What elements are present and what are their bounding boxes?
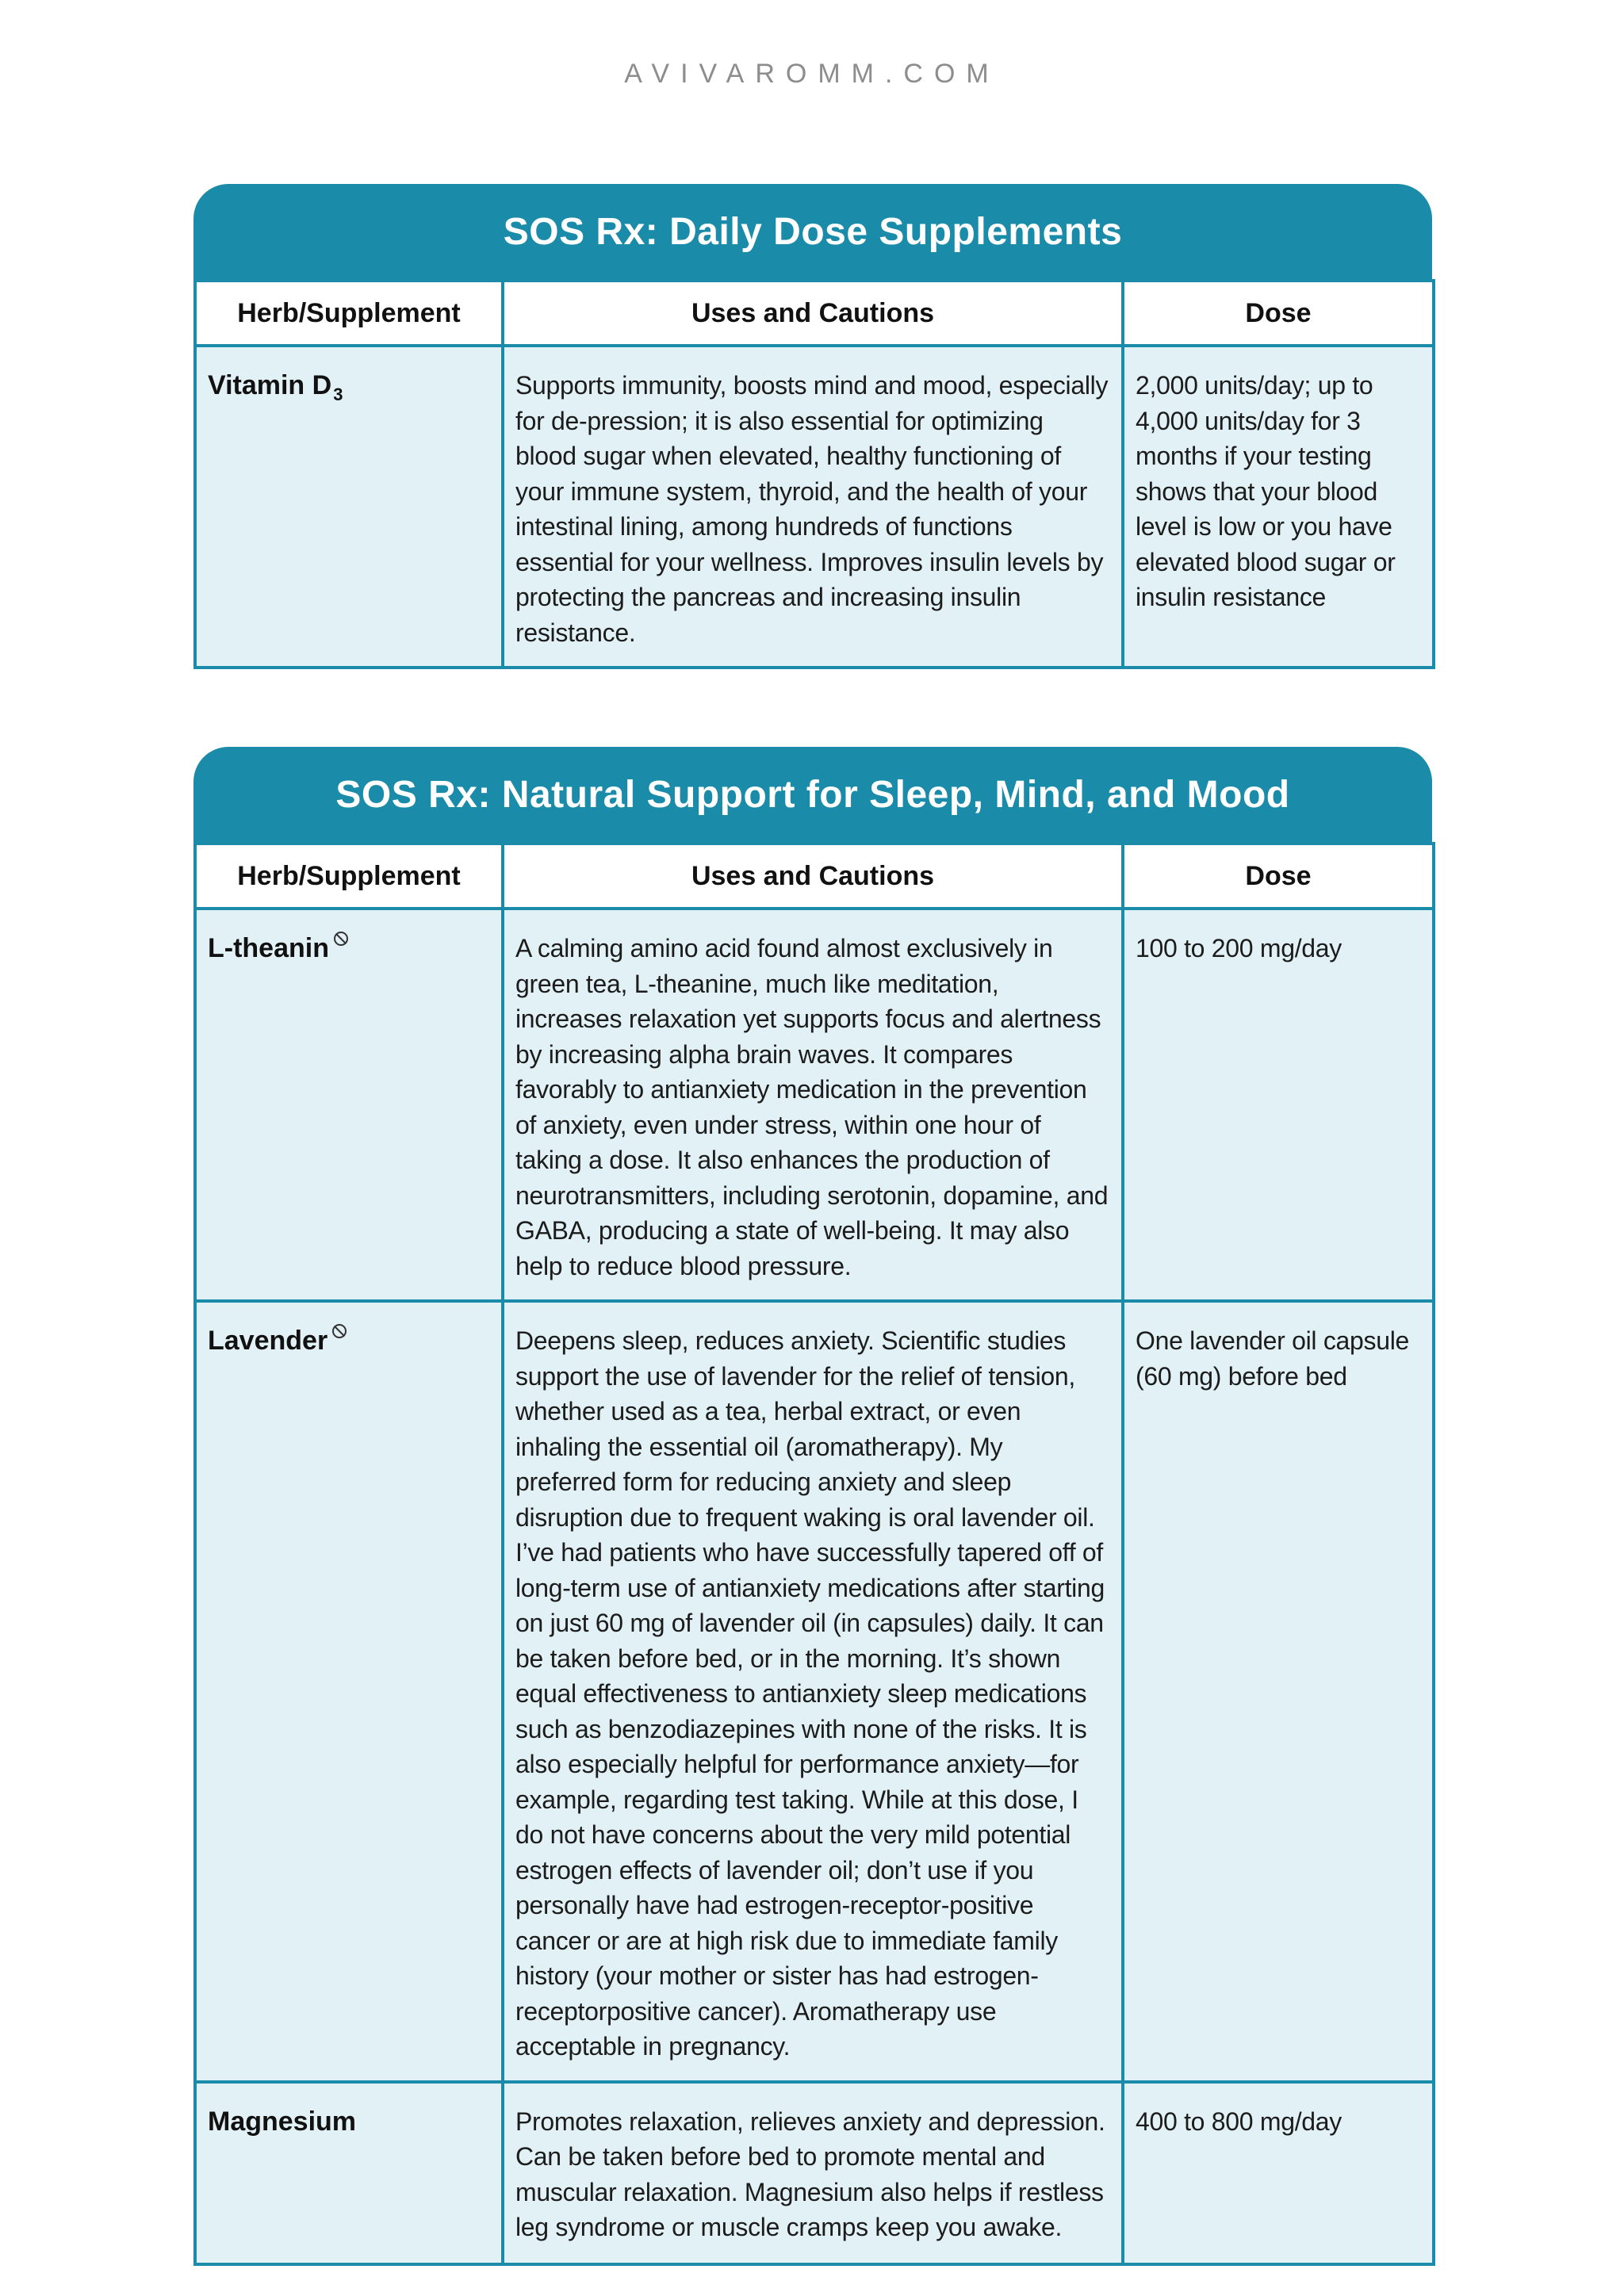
column-header-uses: Uses and Cautions [503,844,1123,909]
site-header: AVIVAROMM.COM [624,59,1000,89]
table-row [195,1301,1434,2082]
not-for-pregnancy-icon [334,932,348,946]
table-row [195,909,1434,1301]
table-title: SOS Rx: Natural Support for Sleep, Mind, and Mood [193,747,1432,842]
supplement-name: Vitamin D [208,370,332,400]
column-header-herb: Herb/Supplement [195,281,503,346]
dose-cell: 100 to 200 mg/day [1123,909,1434,1301]
supplement-name-cell [195,2082,503,2264]
table-row [195,2082,1434,2264]
supplement-name-cell [195,909,503,1301]
dose-cell: 2,000 units/day; up to 4,000 units/day for 3 months if your testing shows that your blood level is low or you have elevated blood sugar or insulin resistance [1123,346,1434,668]
uses-cell: A calming amino acid found almost exclusively in green tea, L-theanine, much like meditation, increases relaxation yet supports focus and alertness by increasing alpha brain waves. It compares favorably to antianxiety medication in the prevention of anxiety, even under stress, within one hour of taking a dose. It also enhances the production of neurotransmitters, including serotonin, dopamine, and GABA, producing a state of well-being. It may also help to reduce blood pressure. [503,909,1123,1301]
column-header-dose: Dose [1123,281,1434,346]
daily-dose-table [193,184,1432,669]
uses-cell: Promotes relaxation, relieves anxiety and depression. Can be taken before bed to promote mental and muscular relaxation. Magnesium also helps if restless leg syndrome or muscle cramps keep you awake. [503,2082,1123,2264]
supplement-name-cell [195,1301,503,2082]
dose-cell: 400 to 800 mg/day [1123,2082,1434,2264]
uses-cell: Supports immunity, boosts mind and mood, especially for de-pression; it is also essential for optimizing blood sugar when elevated, healthy functioning of your immune system, thyroid, and the health of your intestinal lining, among hundreds of functions essential for your wellness. Improves insulin levels by protecting the pancreas and increasing insulin resistance. [503,346,1123,668]
sleep-mind-mood-table [193,747,1432,2266]
table-row [195,346,1434,668]
column-header-uses: Uses and Cautions [503,281,1123,346]
supplement-name-subscript: 3 [333,385,343,404]
supplement-name-cell [195,346,503,668]
dose-cell: One lavender oil capsule (60 mg) before bed [1123,1301,1434,2082]
supplement-name: L-theanin [208,933,329,963]
uses-cell: Deepens sleep, reduces anxiety. Scientific studies support the use of lavender for the relief of tension, whether used as a tea, herbal extract, or even inhaling the essential oil (aromatherapy). My preferred form for reducing anxiety and sleep disruption due to frequent waking is oral lavender oil. I’ve had patients who have successfully tapered off of long-term use of antianxiety medications after starting on just 60 mg of lavender oil (in capsules) daily. It can be taken before bed, or in the morning. It’s shown equal effectiveness to antianxiety sleep medications such as benzodiazepines with none of the risks. It is also especially helpful for performance anxiety—for example, regarding test taking. While at this dose, I do not have concerns about the very mild potential estrogen effects of lavender oil; don’t use if you personally have had estrogen-receptor-positive cancer or are at high risk due to immediate family history (your mother or sister has had estrogen-receptorpositive cancer). Aromatherapy use acceptable in pregnancy. [503,1301,1123,2082]
supplement-name: Magnesium [208,2106,357,2137]
column-header-herb: Herb/Supplement [195,844,503,909]
table-title: SOS Rx: Daily Dose Supplements [193,184,1432,279]
supplement-name: Lavender [208,1326,328,1356]
column-header-dose: Dose [1123,844,1434,909]
not-for-pregnancy-icon [332,1324,347,1338]
